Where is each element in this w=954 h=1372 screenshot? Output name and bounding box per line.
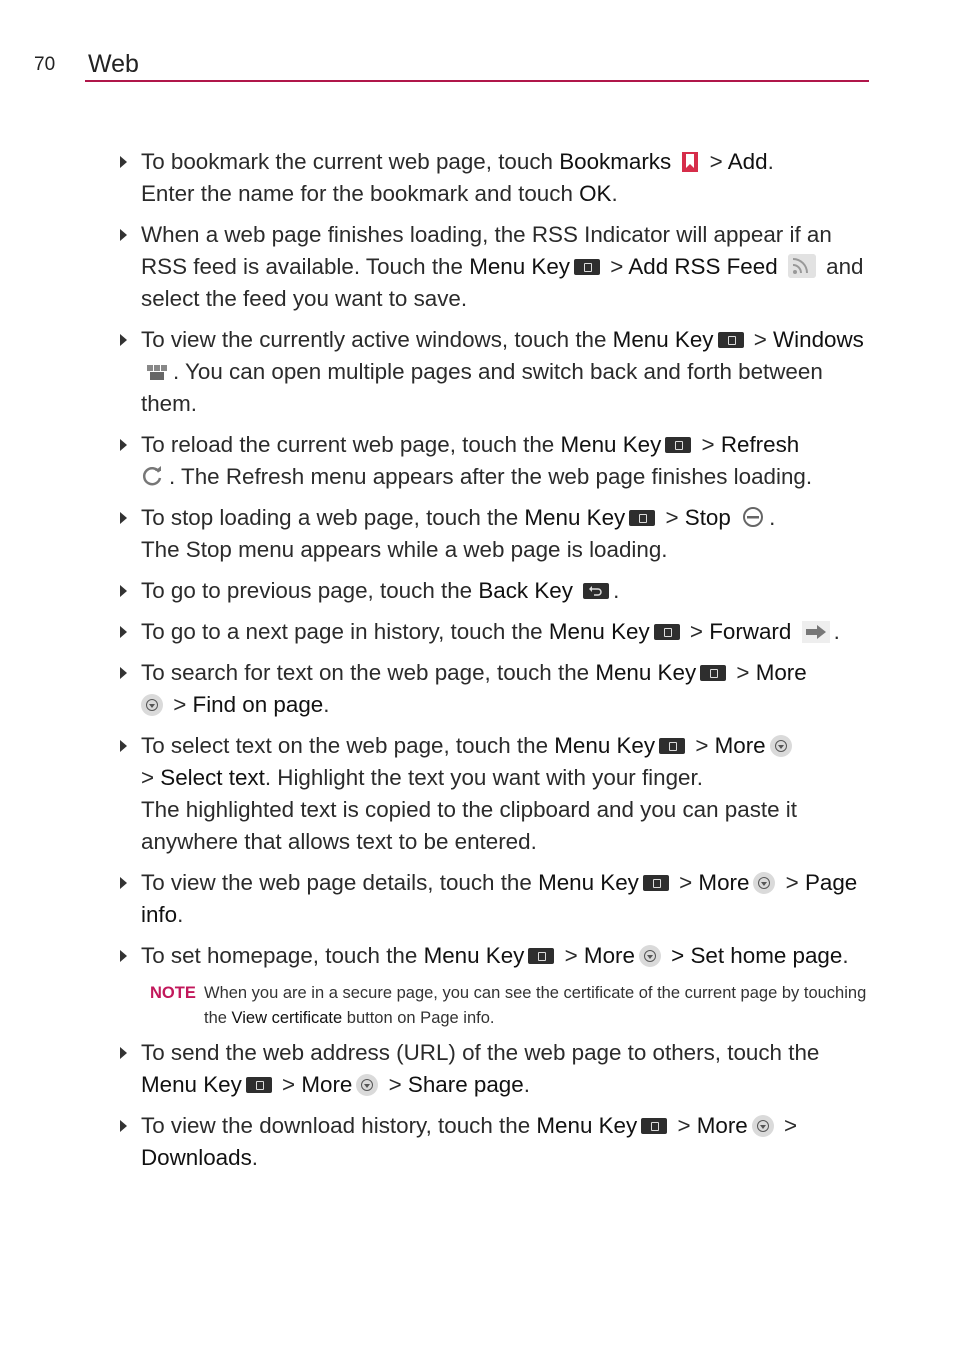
more-icon — [356, 1074, 378, 1096]
bullet-arrow-icon — [120, 950, 127, 962]
list-item: To view the download history, touch the Menu Key > More > Downloads. — [118, 1110, 868, 1174]
menu-key-icon — [528, 948, 554, 964]
stop-icon — [741, 505, 765, 529]
list-item: To stop loading a web page, touch the Menu Key > Stop . The Stop menu appears while a web page is loading. — [118, 502, 868, 566]
keyword: Menu Key — [595, 660, 697, 685]
list-item: To reload the current web page, touch the Menu Key > Refresh . The Refresh menu appears after the web page finishes loading. — [118, 429, 868, 493]
list-item: To view the web page details, touch the Menu Key > More > Page info. — [118, 867, 868, 931]
keyword: More — [583, 943, 635, 968]
section-title: Web — [88, 50, 139, 78]
list-item: To view the currently active windows, touch the Menu Key > Windows . You can open multiple pages and switch back and forth between them. — [118, 324, 868, 420]
keyword: More — [714, 733, 766, 758]
bullet-arrow-icon — [120, 156, 127, 168]
bullet-arrow-icon — [120, 334, 127, 346]
keyword: Menu Key — [469, 254, 571, 279]
keyword: Refresh — [720, 432, 800, 457]
keyword: Find on page — [192, 692, 324, 717]
back-key-icon — [583, 583, 609, 599]
list-item: To search for text on the web page, touch the Menu Key > More > Find on page. — [118, 657, 868, 721]
bullet-arrow-icon — [120, 1120, 127, 1132]
menu-key-icon — [654, 624, 680, 640]
more-icon — [752, 1115, 774, 1137]
keyword: Menu Key — [612, 327, 714, 352]
keyword: More — [301, 1072, 353, 1097]
keyword: Bookmarks — [559, 149, 672, 174]
list-item: To send the web address (URL) of the web page to others, touch the Menu Key > More > Share page. — [118, 1037, 868, 1101]
keyword: Add RSS Feed — [628, 254, 778, 279]
keyword: Menu Key — [536, 1113, 638, 1138]
forward-icon — [802, 621, 830, 643]
keyword: Menu Key — [548, 619, 650, 644]
keyword: Select text — [160, 765, 265, 790]
bullet-arrow-icon — [120, 512, 127, 524]
bullet-arrow-icon — [120, 1047, 127, 1059]
keyword: More — [696, 1113, 748, 1138]
content — [118, 146, 868, 1183]
keyword: Forward — [709, 619, 792, 644]
menu-key-icon — [574, 259, 600, 275]
windows-icon — [145, 363, 169, 381]
menu-key-icon — [665, 437, 691, 453]
keyword: View certificate — [231, 1009, 343, 1027]
menu-key-icon — [718, 332, 744, 348]
keyword: More — [755, 660, 807, 685]
rss-icon — [788, 254, 816, 278]
menu-key-icon — [700, 665, 726, 681]
header-rule — [85, 80, 869, 82]
keyword: Stop — [684, 505, 731, 530]
keyword: Back Key — [478, 578, 573, 603]
list-item: When a web page finishes loading, the RSS Indicator will appear if an RSS feed is available. Touch the Menu Key > Add RSS Feed and select the feed you want to save. — [118, 219, 868, 315]
keyword: Windows — [773, 327, 864, 352]
keyword: Menu Key — [141, 1072, 242, 1097]
more-icon — [141, 694, 163, 716]
bookmark-icon — [681, 151, 699, 173]
keyword: Page info — [141, 870, 858, 927]
menu-key-icon — [641, 1118, 667, 1134]
menu-key-icon — [643, 875, 669, 891]
menu-key-icon — [659, 738, 685, 754]
bullet-arrow-icon — [120, 439, 127, 451]
bullet-arrow-icon — [120, 585, 127, 597]
note: NOTE When you are in a secure page, you can see the certificate of the current page by touching the View certificate button on Page info. — [118, 981, 868, 1031]
bullet-arrow-icon — [120, 626, 127, 638]
bullet-arrow-icon — [120, 667, 127, 679]
more-icon — [753, 872, 775, 894]
keyword: Menu Key — [524, 505, 626, 530]
keyword: Menu Key — [423, 943, 525, 968]
refresh-icon — [141, 464, 165, 488]
keyword: Share page — [407, 1072, 524, 1097]
list-item: To go to previous page, touch the Back Key . — [118, 575, 868, 607]
keyword: > Set home page — [664, 943, 843, 968]
menu-key-icon — [246, 1077, 272, 1093]
menu-key-icon — [629, 510, 655, 526]
more-icon — [770, 735, 792, 757]
bullet-arrow-icon — [120, 229, 127, 241]
list-item: To go to a next page in history, touch the Menu Key > Forward . — [118, 616, 868, 648]
page-number: 70 — [34, 54, 56, 75]
keyword: OK — [579, 181, 612, 206]
keyword: Menu Key — [554, 733, 656, 758]
list-item: To bookmark the current web page, touch Bookmarks > Add. Enter the name for the bookmark and touch OK. — [118, 146, 868, 210]
bullet-arrow-icon — [120, 877, 127, 889]
list-item: To set homepage, touch the Menu Key > More > Set home page. — [118, 940, 868, 972]
page-header — [0, 0, 954, 90]
keyword: Menu Key — [560, 432, 662, 457]
bullet-arrow-icon — [120, 740, 127, 752]
keyword: Add — [727, 149, 768, 174]
keyword: Downloads — [141, 1145, 252, 1170]
note-label: NOTE — [150, 984, 196, 1002]
more-icon — [639, 945, 661, 967]
keyword: More — [698, 870, 750, 895]
keyword: Menu Key — [538, 870, 639, 895]
list-item: To select text on the web page, touch the Menu Key > More > Select text. Highlight the text you want with your finger. The highlighted text is copied to the clipboard and you can paste it anywhere that allows text to be entered. — [118, 730, 868, 858]
